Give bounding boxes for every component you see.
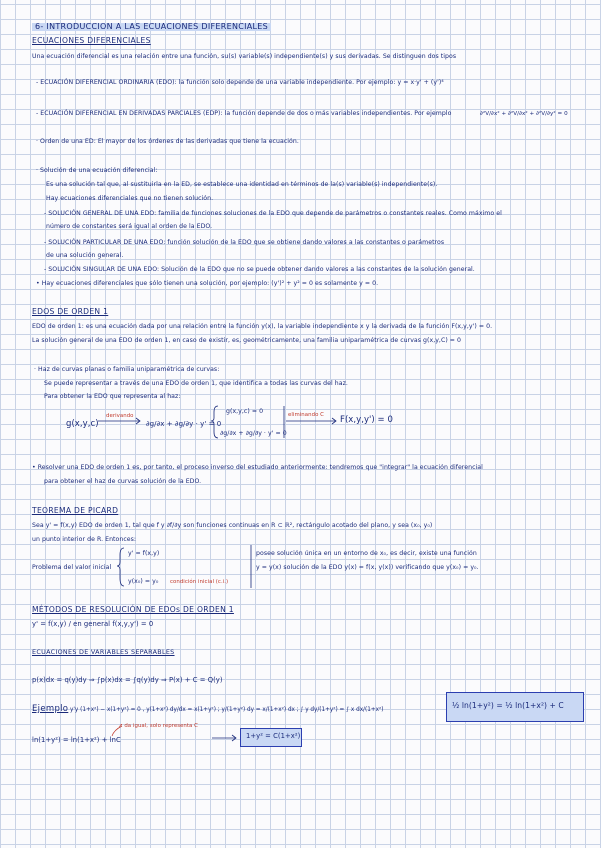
constant-note: ↗ da igual, solo representa C: [118, 723, 198, 729]
diagram-derivative: ∂g/∂x + ∂g/∂y · y' = 0: [146, 420, 222, 428]
solucion-definition: Es una solución tal que, al sustituirla en la ED, se establece una identidad en términos de la(s) variable(s) independiente(s).: [46, 181, 438, 188]
haz-line-1: Se puede representar a través de una EDO de orden 1, que identifica a todas las curvas del haz.: [44, 380, 348, 387]
bullet-icon: •: [32, 464, 36, 471]
bullet-icon: •: [36, 280, 40, 287]
ejemplo-label: Ejemplo: [32, 704, 69, 714]
diagram-system-2: ∂g/∂x + ∂g/∂y · y' = 0: [220, 430, 287, 437]
brace-left: [211, 406, 218, 438]
picard-result-1: posee solución única en un entorno de x₀, es decir, existe una función: [256, 550, 477, 557]
result-box-2-text: 1+y² = C(1+x²): [246, 732, 301, 740]
edo-definition: - ECUACIÓN DIFERENCIAL ORDINARIA (EDO): la función solo depende de una variable independiente. Por ejemplo: y = x·y' + (y')⁴: [36, 79, 444, 86]
section-heading-edos-orden-1: EDOS DE ORDEN 1: [32, 307, 109, 316]
metodos-general: y' = f(x,y) / en general f(x,y,y') = 0: [32, 620, 154, 628]
diagram-derivando-label: derivando: [106, 413, 134, 419]
diagram-F: F(x,y,y') = 0: [340, 415, 393, 425]
solucion-particular-2: de una solución general.: [46, 252, 124, 259]
page-title: 6- INTRODUCCION A LAS ECUACIONES DIFERENCIALES: [32, 23, 271, 31]
pvi-brace: [117, 548, 124, 586]
solucion-title: · Solución de una ecuación diferencial:: [36, 167, 158, 174]
resolver-line-2: para obtener el haz de curvas solución de la EDO.: [44, 478, 202, 485]
section-heading-picard: TEOREMA DE PICARD: [32, 506, 119, 515]
solucion-singular: - SOLUCIÓN SINGULAR DE UNA EDO: Solución de la EDO que no se puede obtener dando valores a las constantes de la solución general.: [44, 266, 475, 273]
edo-orden1-solution: La solución general de una EDO de orden 1, en caso de existir, es, geométricamente, una familia uniparamétrica de curvas g(x,y,C) = 0: [32, 337, 462, 344]
section-heading-metodos: MÉTODOS DE RESOLUCIÓN DE EDOs DE ORDEN 1: [32, 605, 234, 614]
picard-statement-2: un punto interior de R. Entonces:: [32, 536, 137, 543]
edp-definition: - ECUACIÓN DIFERENCIAL EN DERIVADAS PARCIALES (EDP): la función depende de dos o más variables independientes. Por ejemplo: [36, 110, 452, 117]
solucion-note: Hay ecuaciones diferenciales que no tienen solución.: [46, 195, 214, 202]
picard-result-2: y = y(x) solución de la EDO y(x) = f(x, y(x)) verificando que y(x₀) = y₀.: [256, 564, 479, 571]
edo-orden1-definition: EDO de orden 1: es una ecuación dada por una relación entre la función y(x), la variable independiente x y la derivada de la función F(x,y,y') = 0.: [32, 323, 493, 330]
solucion-general-1: - SOLUCIÓN GENERAL DE UNA EDO: familia de funciones soluciones de la EDO que depende de parámetros o constantes reales. Como máximo el: [44, 210, 502, 217]
singular-example-text: Hay ecuaciones diferenciales que sólo tienen una solución, por ejemplo: (y')² + y² = 0 es solamente y = 0.: [41, 280, 379, 287]
pvi-initial-condition: y(x₀) = y₀: [128, 578, 159, 585]
haz-line-2: Para obtener la EDO que representa al haz:: [44, 393, 181, 400]
diagram-g: g(x,y,c): [66, 419, 99, 429]
picard-statement-1: Sea y' = f(x,y) EDO de orden 1, tal que f y ∂f/∂y son funciones continuas en R ⊂ ℝ², rectángulo acotado del plano, y sea (x₀, y₀): [32, 522, 433, 529]
separables-formula: p(x)dx = q(y)dy ⇒ ∫p(x)dx = ∫q(y)dy ⇒ P(x) + C = Q(y): [32, 676, 223, 684]
note-arrow-icon: [112, 726, 122, 736]
result-box-1-text: ½ ln(1+y²) = ½ ln(1+x²) + C: [452, 701, 564, 710]
solucion-general-2: número de constantes será igual al orden de la EDO.: [46, 223, 213, 230]
orden-definition: · Orden de una ED: El mayor de los órdenes de las derivadas que tiene la ecuación.: [36, 138, 299, 145]
section-heading-ecuaciones: ECUACIONES DIFERENCIALES: [32, 36, 151, 45]
diagram-eliminando-label: eliminando C: [288, 412, 324, 418]
ejemplo-equation: y'y (1+x²) − x(1+y²) = 0 , y(1+x²) dy/dx = x(1+y²) ; y/(1+y²) dy = x/(1+x²) dx ; ∫ y dy/(1+y²) = ∫ x dx/(1+x²): [70, 707, 384, 713]
diagram-system-1: g(x,y,c) = 0: [226, 408, 264, 415]
subheading-variables-separables: ECUACIONES DE VARIABLES SEPARABLES: [32, 648, 175, 656]
pvi-condition-label: condición inicial (c.i.): [170, 579, 229, 585]
haz-title: · Haz de curvas planas o familia uniparamétrica de curvas:: [34, 366, 220, 373]
log-equation: ln(1+y²) = ln(1+x²) + lnC: [32, 736, 121, 744]
pvi-label: Problema del valor inicial: [32, 564, 112, 571]
solucion-particular-1: - SOLUCIÓN PARTICULAR DE UNA EDO: función solución de la EDO que se obtiene dando valores a las constantes o parámetros: [44, 239, 445, 246]
pvi-equation: y' = f(x,y): [128, 550, 160, 557]
resolver-text-1: Resolver una EDO de orden 1 es, por tanto, el proceso inverso del estudiado anteriormente: tendremos que "integrar" la ecuación diferencial: [37, 464, 483, 471]
edp-example-equation: ∂²V/∂x² + ∂²V/∂x² + ∂²V/∂y² = 0: [480, 111, 568, 117]
intro-text: Una ecuación diferencial es una relación entre una función, su(s) variable(s) independiente(s) y sus derivadas. Se distinguen dos tipos: [32, 53, 457, 60]
